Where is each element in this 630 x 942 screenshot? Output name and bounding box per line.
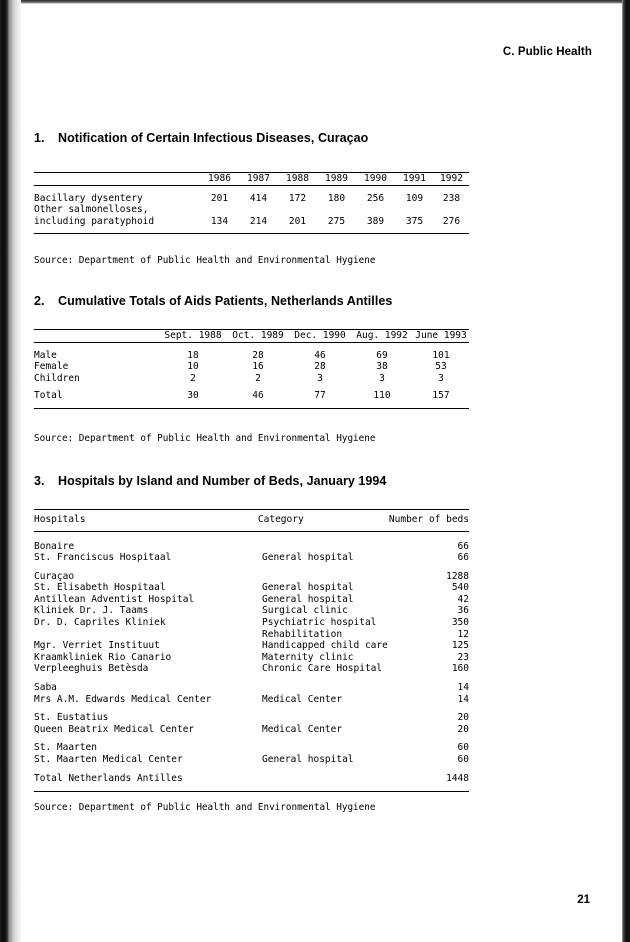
table-1-row-1-v1: 214 <box>249 215 268 227</box>
table-row <box>34 193 469 205</box>
table-row <box>34 204 469 216</box>
table-3-hospital-category: Maternity clinic <box>262 651 354 663</box>
scan-edge-left-gray <box>9 0 21 942</box>
table-1-row-1-v3: 275 <box>327 215 346 227</box>
page-number: 21 <box>577 894 590 906</box>
table-2-total-label: Total <box>34 390 63 402</box>
table-3-island-row <box>34 712 469 724</box>
table-3-hospital-row <box>34 605 469 617</box>
table-3-total-category <box>262 773 395 785</box>
table-2-rule-bottom <box>34 408 469 409</box>
table-3-hospital-beds: 14 <box>457 693 469 705</box>
table-3-total-gap <box>34 765 469 773</box>
table-1-row-1-label2: including paratyphoid <box>34 215 155 227</box>
table-1-row-0-v6: 238 <box>442 192 461 204</box>
table-1-row-1-v2: 201 <box>288 215 307 227</box>
table-1-row-1-v4: 389 <box>366 215 385 227</box>
table-3-hospital-category: General hospital <box>262 753 354 765</box>
table-3-hospital-beds: 540 <box>451 582 469 594</box>
table-3-hospital-row <box>34 629 469 641</box>
table-3-rule-bottom <box>34 791 469 792</box>
table-3-island-name: Curaçao <box>34 570 75 582</box>
section-1-number: 1. <box>34 131 45 145</box>
table-3-hospital-category: Psychiatric hospital <box>262 617 377 629</box>
table-3-island-category <box>262 742 395 754</box>
table-3-island-row <box>34 682 469 694</box>
table-3-grid <box>34 510 469 531</box>
table-3-island-name: Saba <box>34 681 57 693</box>
table-3-island-name: St. Eustatius <box>34 712 109 724</box>
table-3-hospital-name: Mrs A.M. Edwards Medical Center <box>34 693 212 705</box>
table-3-hospital-row <box>34 694 469 706</box>
table-2-body <box>34 343 469 408</box>
table-3-island-category <box>262 571 395 583</box>
table-2-total-v2: 77 <box>314 390 326 402</box>
table-2-row-1-v2: 28 <box>314 361 326 373</box>
table-3-hospital-beds: 60 <box>457 753 469 765</box>
table-row <box>34 216 469 228</box>
table-3-col-2: Number of beds <box>388 514 469 525</box>
table-1-row-1-v0: 134 <box>210 215 229 227</box>
scan-edge-right <box>622 0 630 942</box>
table-3-total-label: Total Netherlands Antilles <box>34 773 183 785</box>
table-3-hospital-name: St. Franciscus Hospitaal <box>34 552 172 564</box>
table-3-hospital-category: Handicapped child care <box>262 640 388 652</box>
table-3-col-0: Hospitals <box>34 514 86 525</box>
table-1-col-3: 1988 <box>286 173 309 184</box>
table-3-island-beds: 1288 <box>446 570 469 582</box>
table-3-hospital-beds: 66 <box>457 552 469 564</box>
table-3-hospital-name: Dr. D. Capriles Kliniek <box>34 617 166 629</box>
table-3-groups <box>34 532 469 791</box>
table-1-rule-bottom <box>34 233 469 234</box>
table-3-hospital-name <box>34 629 262 641</box>
table-2-total-row <box>34 390 469 402</box>
table-1-col-0 <box>34 173 200 185</box>
table-2-total-v1: 46 <box>252 390 264 402</box>
table-2-row-0-v0: 18 <box>187 349 199 361</box>
table-3-header-row <box>34 510 469 531</box>
table-3-hospital-name: Queen Beatrix Medical Center <box>34 723 195 735</box>
table-3-hospital-beds: 36 <box>457 605 469 617</box>
table-1-col-7: 1992 <box>440 173 463 184</box>
table-2-total-v4: 157 <box>432 390 450 402</box>
table-3-island-beds: 20 <box>457 712 469 724</box>
table-1-grid <box>34 173 469 185</box>
table-3-island-category <box>262 682 395 694</box>
table-3-island-beds: 14 <box>457 681 469 693</box>
table-3-island-row <box>34 571 469 583</box>
table-3-island-row <box>34 742 469 754</box>
table-3-top-spacer <box>34 532 469 541</box>
table-3-hospital-row <box>34 582 469 594</box>
table-2-source: Source: Department of Public Health and Environmental Hygiene <box>34 433 376 444</box>
table-3-hospital-row <box>34 652 469 664</box>
table-2-row-0-v1: 28 <box>252 349 264 361</box>
table-3-island-name: St. Maarten <box>34 742 97 754</box>
table-2-col-4: Aug. 1992 <box>356 330 408 341</box>
table-2-row-2-v2: 3 <box>317 372 323 384</box>
table-3 <box>34 509 469 792</box>
table-3-hospital-beds: 125 <box>451 640 469 652</box>
table-1-row-1-label: Other salmonelloses, <box>34 204 149 216</box>
table-3-hospital-name: Verpleeghuis Betèsda <box>34 663 149 675</box>
section-2-number: 2. <box>34 294 45 308</box>
table-3-hospital-category: General hospital <box>262 593 354 605</box>
table-3-hospital-row <box>34 640 469 652</box>
table-3-hospital-category: Medical Center <box>262 693 343 705</box>
table-3-hospital-category: Rehabilitation <box>262 628 343 640</box>
table-1-row-1-v6: 276 <box>442 215 461 227</box>
table-3-hospital-category: General hospital <box>262 582 354 594</box>
table-3-hospital-category: Medical Center <box>262 723 343 735</box>
table-3-total-row <box>34 773 469 785</box>
table-1-col-4: 1989 <box>325 173 348 184</box>
table-2-row-2-label: Children <box>34 372 80 384</box>
table-3-hospital-category: General hospital <box>262 552 354 564</box>
table-2 <box>34 329 469 409</box>
table-3-total-beds: 1448 <box>446 773 469 785</box>
table-3-island-row <box>34 541 469 553</box>
table-1-col-5: 1990 <box>364 173 387 184</box>
section-1-heading <box>34 131 368 145</box>
table-3-hospital-beds: 23 <box>457 651 469 663</box>
table-1-header-row <box>34 173 469 185</box>
table-2-col-0 <box>34 330 159 342</box>
table-3-island-beds: 66 <box>457 540 469 552</box>
table-2-row-0-v2: 46 <box>314 349 326 361</box>
table-1 <box>34 172 469 234</box>
table-3-hospital-beds: 42 <box>457 593 469 605</box>
table-3-group-gap <box>34 705 469 712</box>
table-2-col-5: June 1993 <box>415 330 467 341</box>
table-3-hospital-beds: 350 <box>451 617 469 629</box>
table-2-row-2-v1: 2 <box>255 372 261 384</box>
section-2-heading <box>34 294 392 308</box>
table-1-row-0-v2: 172 <box>288 192 307 204</box>
table-3-hospital-name: St. Maarten Medical Center <box>34 753 183 765</box>
table-1-row-0-v3: 180 <box>327 192 346 204</box>
table-1-col-1: 1986 <box>208 173 231 184</box>
table-3-hospital-name: St. Elisabeth Hospitaal <box>34 582 166 594</box>
table-3-hospital-row <box>34 754 469 766</box>
table-3-island-category <box>262 712 395 724</box>
table-2-grid <box>34 330 469 342</box>
table-row <box>34 350 469 362</box>
table-2-col-3: Dec. 1990 <box>294 330 346 341</box>
table-1-source: Source: Department of Public Health and Environmental Hygiene <box>34 255 376 266</box>
table-3-island-beds: 60 <box>457 742 469 754</box>
table-2-row-1-label: Female <box>34 361 69 373</box>
table-2-row-2-v4: 3 <box>438 372 444 384</box>
table-2-row-1-v1: 16 <box>252 361 264 373</box>
table-row <box>34 373 469 385</box>
table-1-col-6: 1991 <box>403 173 426 184</box>
table-row <box>34 361 469 373</box>
table-1-row-0-v4: 256 <box>366 192 385 204</box>
table-1-body <box>34 186 469 234</box>
table-3-group-gap <box>34 735 469 742</box>
table-3-island-category <box>262 541 395 553</box>
section-3-title: Hospitals by Island and Number of Beds, January 1994 <box>58 474 387 488</box>
table-2-col-2: Oct. 1989 <box>232 330 284 341</box>
table-2-total-v0: 30 <box>187 390 199 402</box>
table-3-group-gap <box>34 564 469 571</box>
table-2-header-row <box>34 330 469 342</box>
table-3-hospital-row <box>34 552 469 564</box>
section-1-title: Notification of Certain Infectious Diseases, Curaçao <box>58 131 369 145</box>
table-1-row-0-v0: 201 <box>210 192 229 204</box>
table-3-hospital-row <box>34 663 469 675</box>
table-3-hospital-row <box>34 724 469 736</box>
table-2-row-1-v3: 38 <box>376 361 388 373</box>
running-head: C. Public Health <box>502 46 592 58</box>
table-1-col-2: 1987 <box>247 173 270 184</box>
table-3-hospital-category: Surgical clinic <box>262 605 348 617</box>
table-1-row-0-label: Bacillary dysentery <box>34 192 143 204</box>
scan-edge-left-dark <box>0 0 9 942</box>
table-1-row-1-v5: 375 <box>405 215 424 227</box>
table-2-col-1: Sept. 1988 <box>164 330 222 341</box>
table-2-row-0-v3: 69 <box>376 349 388 361</box>
table-1-row-0-v1: 414 <box>249 192 268 204</box>
table-3-source: Source: Department of Public Health and Environmental Hygiene <box>34 802 376 813</box>
table-3-hospital-beds: 20 <box>457 723 469 735</box>
table-2-row-1-v4: 53 <box>435 361 447 373</box>
table-3-hospital-name: Antillean Adventist Hospital <box>34 593 195 605</box>
table-2-row-0-label: Male <box>34 349 57 361</box>
section-3-number: 3. <box>34 474 45 488</box>
table-3-body <box>34 532 469 791</box>
table-2-total-v3: 110 <box>373 390 391 402</box>
table-2-row-2-v3: 3 <box>379 372 385 384</box>
table-3-hospital-name: Kraamkliniek Rio Canario <box>34 651 172 663</box>
table-3-col-1: Category <box>257 514 304 525</box>
table-3-hospital-name: Kliniek Dr. J. Taams <box>34 605 149 617</box>
section-3-heading <box>34 474 386 488</box>
table-2-spacer <box>34 343 469 350</box>
table-3-hospital-beds: 160 <box>451 663 469 675</box>
table-2-row-1-v0: 10 <box>187 361 199 373</box>
table-2-row-2-v0: 2 <box>190 372 196 384</box>
table-3-hospital-row <box>34 594 469 606</box>
section-2-title: Cumulative Totals of Aids Patients, Netherlands Antilles <box>58 294 393 308</box>
table-3-hospital-name: Mgr. Verriet Instituut <box>34 640 160 652</box>
table-1-spacer <box>34 186 469 193</box>
table-1-row-0-v5: 109 <box>405 192 424 204</box>
page-sheet <box>21 4 622 942</box>
table-3-hospital-beds: 12 <box>457 628 469 640</box>
table-3-hospital-row <box>34 617 469 629</box>
table-3-island-name: Bonaire <box>34 540 75 552</box>
table-3-group-gap <box>34 675 469 682</box>
table-3-hospital-category: Chronic Care Hospital <box>262 663 383 675</box>
table-2-row-0-v4: 101 <box>432 349 450 361</box>
